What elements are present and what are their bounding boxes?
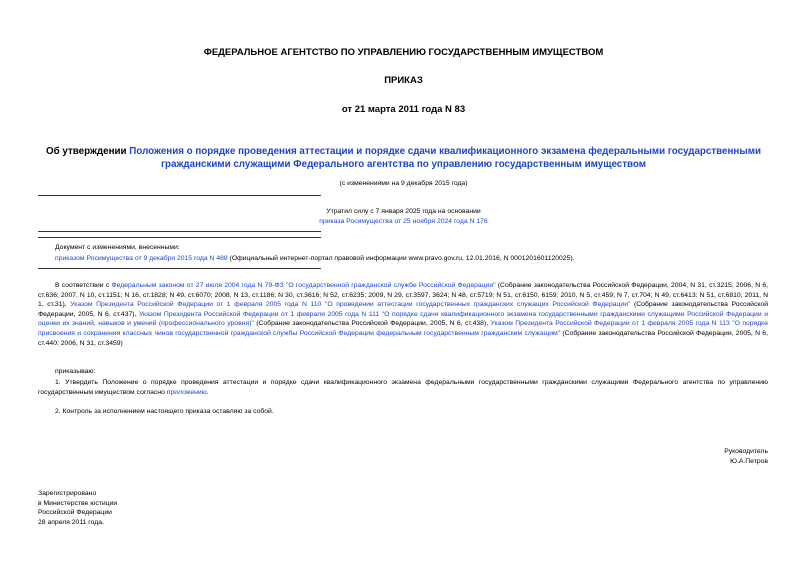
document-date-number: от 21 марта 2011 года N 83	[341, 104, 466, 115]
changes-link[interactable]: приказом Росимущества от 9 декабря 2015 года N 488	[55, 254, 228, 262]
expired-link[interactable]: приказа Росимущества от 25 ноября 2024 года N 178	[319, 217, 488, 225]
divider	[38, 195, 321, 196]
document-type: ПРИКАЗ	[384, 75, 423, 86]
amendments-note: (с изменениями на 9 декабря 2015 года)	[339, 180, 468, 187]
federal-law-link[interactable]: Федеральным законом от 27 июля 2004 года N 79-ФЗ "О государственной гражданской службе Российской Федерации"	[111, 282, 496, 289]
decree-111-link[interactable]: Указом Президента Российской Федерации от 1 февраля 2005 года N 111 "О порядке сдачи квалификационного экзамена государственными гражданскими служащими Российской Федерации и оценки их знаний, навыков и умений (профессионального уровня)"	[38, 310, 768, 328]
item-1-end: .	[206, 388, 209, 396]
item-2: 2. Контроль за исполнением настоящего приказа оставляю за собой.	[55, 408, 274, 415]
expired-notice	[0, 207, 807, 226]
preamble-paragraph	[38, 281, 768, 348]
agency-name: ФЕДЕРАЛЬНОЕ АГЕНТСТВО ПО УПРАВЛЕНИЮ ГОСУДАРСТВЕННЫМ ИМУЩЕСТВОМ	[203, 47, 604, 58]
registration-line: 28 апреля 2011 года,	[38, 518, 104, 526]
document-title	[40, 145, 767, 171]
decree-113-link[interactable]: Указом Президента Российской Федерации от 1 февраля 2005 года N 113 "О порядке присвоения и сохранения классных чинов государственной гражданской службы Российской Федерации федеральным государственным гражданским служащим"	[38, 320, 768, 337]
preamble-text: (Собрание законодательства Российской Федерации, 2005, N 6, ст.440; 2006, N 31, ст.3459)	[38, 329, 768, 347]
registration-line: Зарегистрировано	[38, 490, 97, 497]
signature-role: Руководитель	[724, 448, 768, 455]
decree-110-link[interactable]: Указом Президента Российской Федерации от 1 февраля 2005 года N 110 "О проведении аттестации государственных гражданских служащих Российской Федерации"	[70, 301, 631, 309]
changes-block	[55, 243, 775, 263]
changes-label: Документ с изменениями, внесенными:	[55, 244, 180, 251]
registration-line: в Министерстве юстиции	[38, 499, 118, 507]
preamble-text: (Собрание законодательства Российской Федерации, 2004, N 31, ст.3215; 2006, N 6, ст.636; 2007, N 10, ст.1151; N 16, ст.1828; N 49, ст.6070; 2008, N 13, ст.1186; N 30, ст.3616; N 52, ст.6235; 2009, N 29, ст.3597, 3624; N 48, ст.5719; N 51, ст.6150, 6159; 2010, N 5, ст.459; N 7, ст.704; N 49, ст.6413; N 51, ст.6810; 2011, N 1, ст.31),	[38, 282, 769, 309]
item-1	[38, 378, 768, 397]
registration-block	[38, 489, 117, 527]
title-link[interactable]: Положения о порядке проведения аттестации и порядке сдачи квалификационного экзамена федеральными государственными гражданскими служащими Федерального агентства по управлению государственным имуществом	[129, 146, 761, 170]
expired-line: Утратил силу с 7 января 2025 года на основании	[326, 208, 481, 215]
title-prefix: Об утверждении	[46, 146, 130, 157]
appendix-link[interactable]: приложению	[166, 388, 207, 396]
registration-line: Российской Федерации	[38, 509, 112, 517]
item-1-text: 1. Утвердить Положение о порядке проведения аттестации и порядке сдачи квалификационного экзамена федеральными государственными гражданскими служащими Федерального агентства по управлению государственным имуществом согласно	[38, 379, 768, 396]
signature-block	[724, 447, 768, 466]
signature-name: Ю.А.Петров	[730, 457, 768, 465]
changes-tail: (Официальный интернет-портал правовой информации www.pravo.gov.ru, 12.01.2016, N 0001201601120025).	[227, 254, 575, 262]
preamble-text: (Собрание законодательства Российской Федерации, 2005, N 6, ст.437),	[38, 301, 768, 318]
preamble-text: В соответствии с	[55, 282, 112, 289]
preamble-text: (Собрание законодательства Российской Федерации, 2005, N 6, ст.438),	[253, 320, 491, 328]
divider	[38, 268, 321, 269]
order-word: приказываю:	[55, 368, 96, 375]
divider	[38, 231, 321, 232]
changes-line	[55, 254, 775, 264]
divider	[38, 237, 321, 238]
